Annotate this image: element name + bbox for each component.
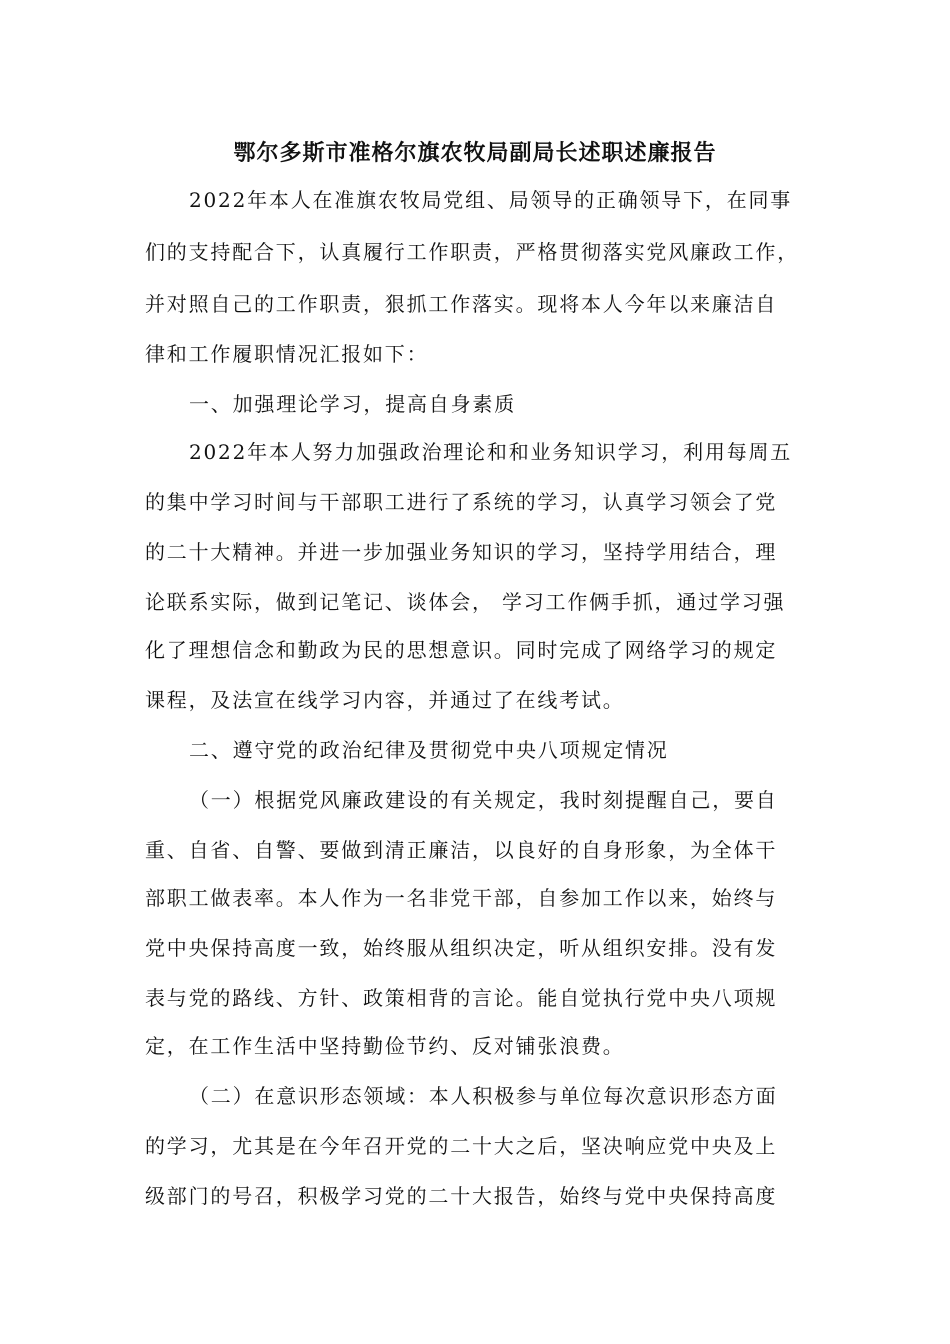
section-heading: 一、加强理论学习，提高自身素质 (189, 392, 516, 416)
section-heading: 二、遵守党的政治纪律及贯彻党中央八项规定情况 (189, 738, 669, 762)
paragraph-line: 部职工做表率。本人作为一名非党干部，自参加工作以来，始终与 (145, 886, 778, 910)
paragraph-line: 级部门的号召，积极学习党的二十大报告，始终与党中央保持高度 (145, 1184, 778, 1208)
paragraph-line: （一）根据党风廉政建设的有关规定，我时刻提醒自己，要自 (189, 788, 778, 812)
paragraph-line: 们的支持配合下，认真履行工作职责，严格贯彻落实党风廉政工作， (145, 240, 799, 264)
paragraph-line: 并对照自己的工作职责，狠抓工作落实。现将本人今年以来廉洁自 (145, 292, 778, 316)
paragraph-line: 的学习，尤其是在今年召开党的二十大之后，坚决响应党中央及上 (145, 1134, 778, 1158)
paragraph-line: 2022年本人在准旗农牧局党组、局领导的正确领导下，在同事 (189, 188, 793, 212)
paragraph-line: 的二十大精神。并进一步加强业务知识的学习，坚持学用结合，理 (145, 540, 778, 564)
paragraph-line: 论联系实际，做到记笔记、谈体会， 学习工作俩手抓，通过学习强 (145, 590, 786, 614)
paragraph-line: 定，在工作生活中坚持勤俭节约、反对铺张浪费。 (145, 1034, 625, 1058)
paragraph-line: （二）在意识形态领域：本人积极参与单位每次意识形态方面 (189, 1084, 778, 1108)
paragraph-line: 2022年本人努力加强政治理论和和业务知识学习，利用每周五 (189, 440, 793, 464)
paragraph-line: 重、自省、自警、要做到清正廉洁，以良好的自身形象，为全体干 (145, 838, 778, 862)
paragraph-line: 律和工作履职情况汇报如下： (145, 342, 429, 366)
paragraph-line: 的集中学习时间与干部职工进行了系统的学习，认真学习领会了党 (145, 490, 778, 514)
paragraph-line: 表与党的路线、方针、政策相背的言论。能自觉执行党中央八项规 (145, 986, 778, 1010)
document-title: 鄂尔多斯市准格尔旗农牧局副局长述职述廉报告 (233, 140, 717, 166)
paragraph-line: 党中央保持高度一致，始终服从组织决定，听从组织安排。没有发 (145, 936, 778, 960)
paragraph-line: 课程，及法宣在线学习内容，并通过了在线考试。 (145, 688, 625, 712)
paragraph-line: 化了理想信念和勤政为民的思想意识。同时完成了网络学习的规定 (145, 638, 778, 662)
